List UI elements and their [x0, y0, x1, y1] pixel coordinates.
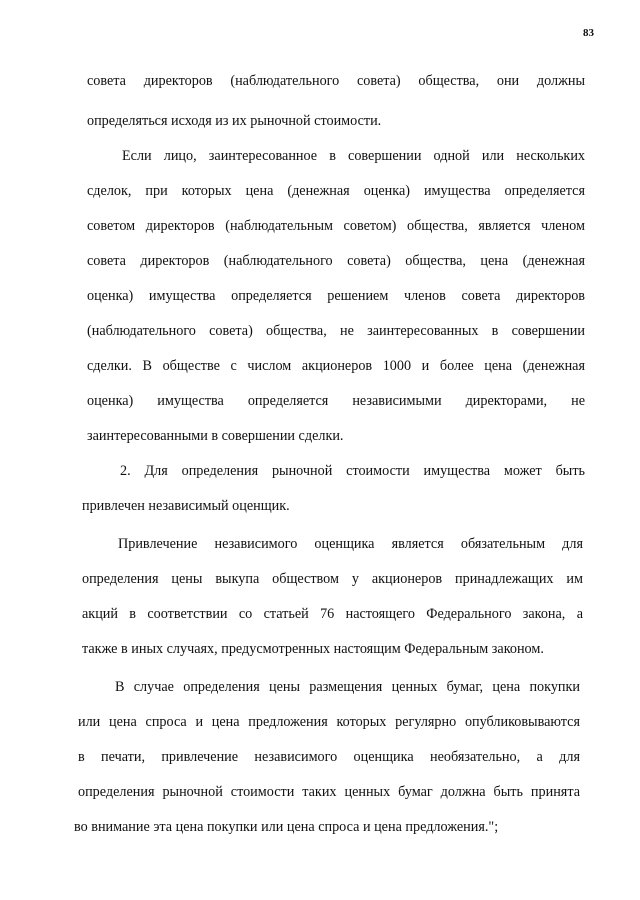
text-line: заинтересованными в совершении сделки.: [87, 428, 344, 444]
text-line: Если лицо, заинтересованное в совершении одной или нескольких: [122, 148, 585, 164]
text-line: советом директоров (наблюдательным советом) общества, является членом: [87, 218, 585, 234]
text-line: акций в соответствии со статьей 76 настоящего Федерального закона, а: [82, 606, 583, 622]
text-line: (наблюдательного совета) общества, не заинтересованных в совершении: [87, 323, 585, 339]
text-line: определения цены выкупа обществом у акционеров принадлежащих им: [82, 571, 583, 587]
text-line: во внимание эта цена покупки или цена спроса и цена предложения.";: [74, 819, 499, 835]
text-line: 2. Для определения рыночной стоимости имущества может быть: [120, 463, 585, 479]
text-line: сделок, при которых цена (денежная оценка) имущества определяется: [87, 183, 585, 199]
text-line: также в иных случаях, предусмотренных настоящим Федеральным законом.: [82, 641, 544, 657]
page-number: 83: [583, 27, 594, 39]
text-line: оценка) имущества определяется независимыми директорами, не: [87, 393, 585, 409]
text-line: В случае определения цены размещения ценных бумаг, цена покупки: [115, 679, 580, 695]
text-line: совета директоров (наблюдательного совета) общества, они должны: [87, 73, 585, 89]
text-line: сделки. В обществе с числом акционеров 1000 и более цена (денежная: [87, 358, 585, 374]
text-line: привлечен независимый оценщик.: [82, 498, 290, 514]
text-line: оценка) имущества определяется решением членов совета директоров: [87, 288, 585, 304]
text-line: определения рыночной стоимости таких ценных бумаг должна быть принята: [78, 784, 580, 800]
text-line: Привлечение независимого оценщика является обязательным для: [118, 536, 583, 552]
text-line: в печати, привлечение независимого оценщика необязательно, а для: [78, 749, 580, 765]
text-line: совета директоров (наблюдательного совета) общества, цена (денежная: [87, 253, 585, 269]
text-line: или цена спроса и цена предложения которых регулярно опубликовываются: [78, 714, 580, 730]
text-line: определяться исходя из их рыночной стоимости.: [87, 113, 382, 129]
